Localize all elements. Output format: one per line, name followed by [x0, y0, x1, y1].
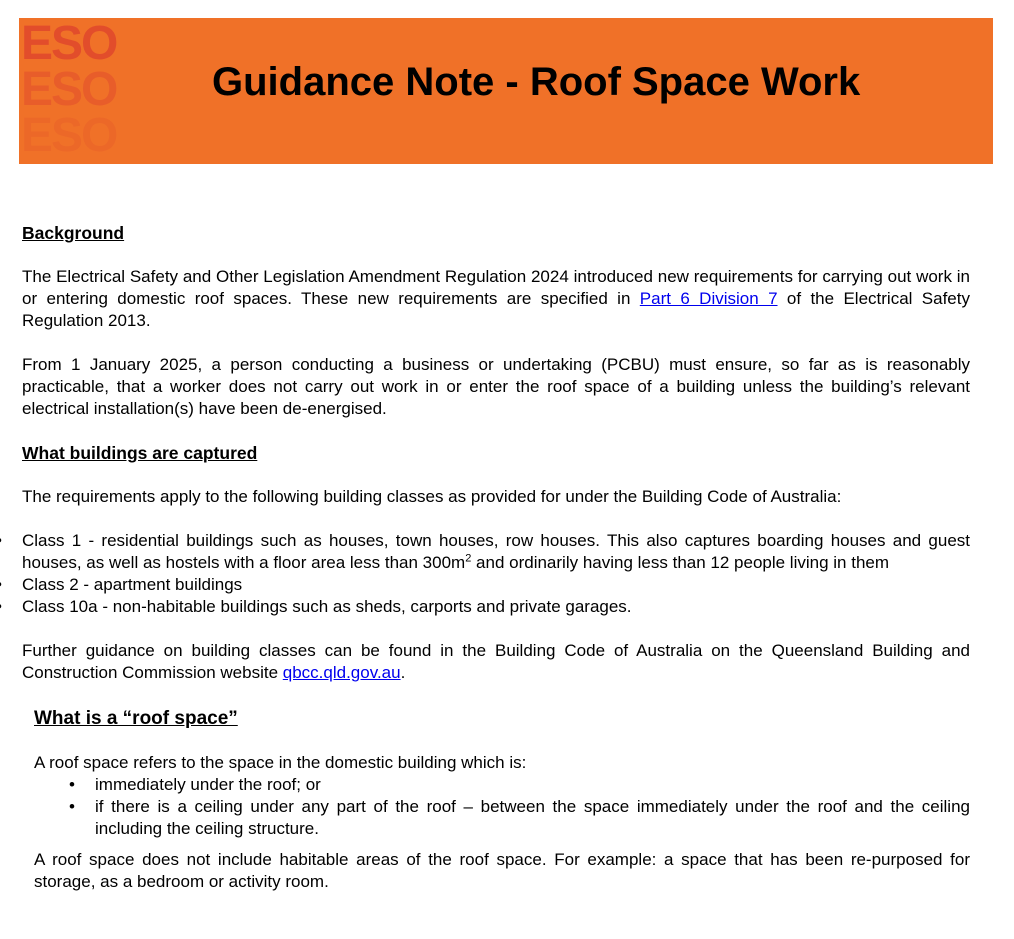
roof-space-closing: A roof space does not include habitable areas of the roof space. For example: a space that has been re-purposed for storage, as a bedroom or activity room. [34, 850, 970, 891]
roof-space-list [69, 774, 970, 840]
list-item: Class 1 - residential buildings such as houses, town houses, row houses. This also captures boarding houses and guest houses, as well as hostels with a floor area less than $300m^2$ and ordinarily having less than 12 people living in them [22, 530, 970, 574]
bullet-icon [0, 530, 2, 552]
background-paragraph-1: The Electrical Safety and Other Legislation Amendment Regulation 2024 introduced new requirements for carrying out work in or entering domestic roof spaces. These new requirements are specified in Part 6 Division 7 of the Electrical Safety Regulation 2013. [22, 267, 970, 330]
document-title: Guidance Note - Roof Space Work [212, 60, 861, 104]
bullet-icon [0, 596, 2, 618]
bullet-icon: • [69, 775, 75, 794]
list-item: • if there is a ceiling under any part of the roof – between the space immediately under the roof and the ceiling including the ceiling structure. [69, 797, 970, 838]
buildings-intro: The requirements apply to the following building classes as provided for under the Building Code of Australia: [22, 487, 842, 506]
eso-logo-echo-faint: ESO [21, 109, 117, 162]
document-body [22, 222, 970, 893]
eso-logo: ESO [21, 18, 117, 70]
bullet-icon: • [69, 797, 75, 816]
roof-space-heading: What is a “roof space” [34, 708, 238, 729]
background-heading: Background [22, 223, 125, 243]
list-item: Class 2 - apartment buildings [22, 574, 970, 596]
list-item: • immediately under the roof; or [69, 775, 321, 794]
building-class-list [22, 530, 970, 618]
buildings-heading: What buildings are captured [22, 443, 258, 463]
list-item: Class 10a - non-habitable buildings such as sheds, carports and private garages. [22, 596, 970, 618]
header-banner [19, 18, 993, 164]
bullet-icon [0, 574, 2, 596]
part-6-division-7-link[interactable]: Part 6 Division 7 [639, 289, 778, 308]
roof-space-intro: A roof space refers to the space in the domestic building which is: [34, 753, 527, 772]
eso-logo-echo: ESO [21, 63, 117, 116]
background-paragraph-2: From 1 January 2025, a person conducting a business or undertaking (PCBU) must ensure, so far as is reasonably practicable, that a worker does not carry out work in or enter the roof space of a building unless the building’s relevant electrical installation(s) have been de-energised. [22, 355, 970, 418]
qbcc-link[interactable]: qbcc.qld.gov.au [282, 663, 401, 682]
further-guidance-paragraph: Further guidance on building classes can be found in the Building Code of Australia on the Queensland Building and Construction Commission website qbcc.qld.gov.au. [22, 641, 970, 682]
